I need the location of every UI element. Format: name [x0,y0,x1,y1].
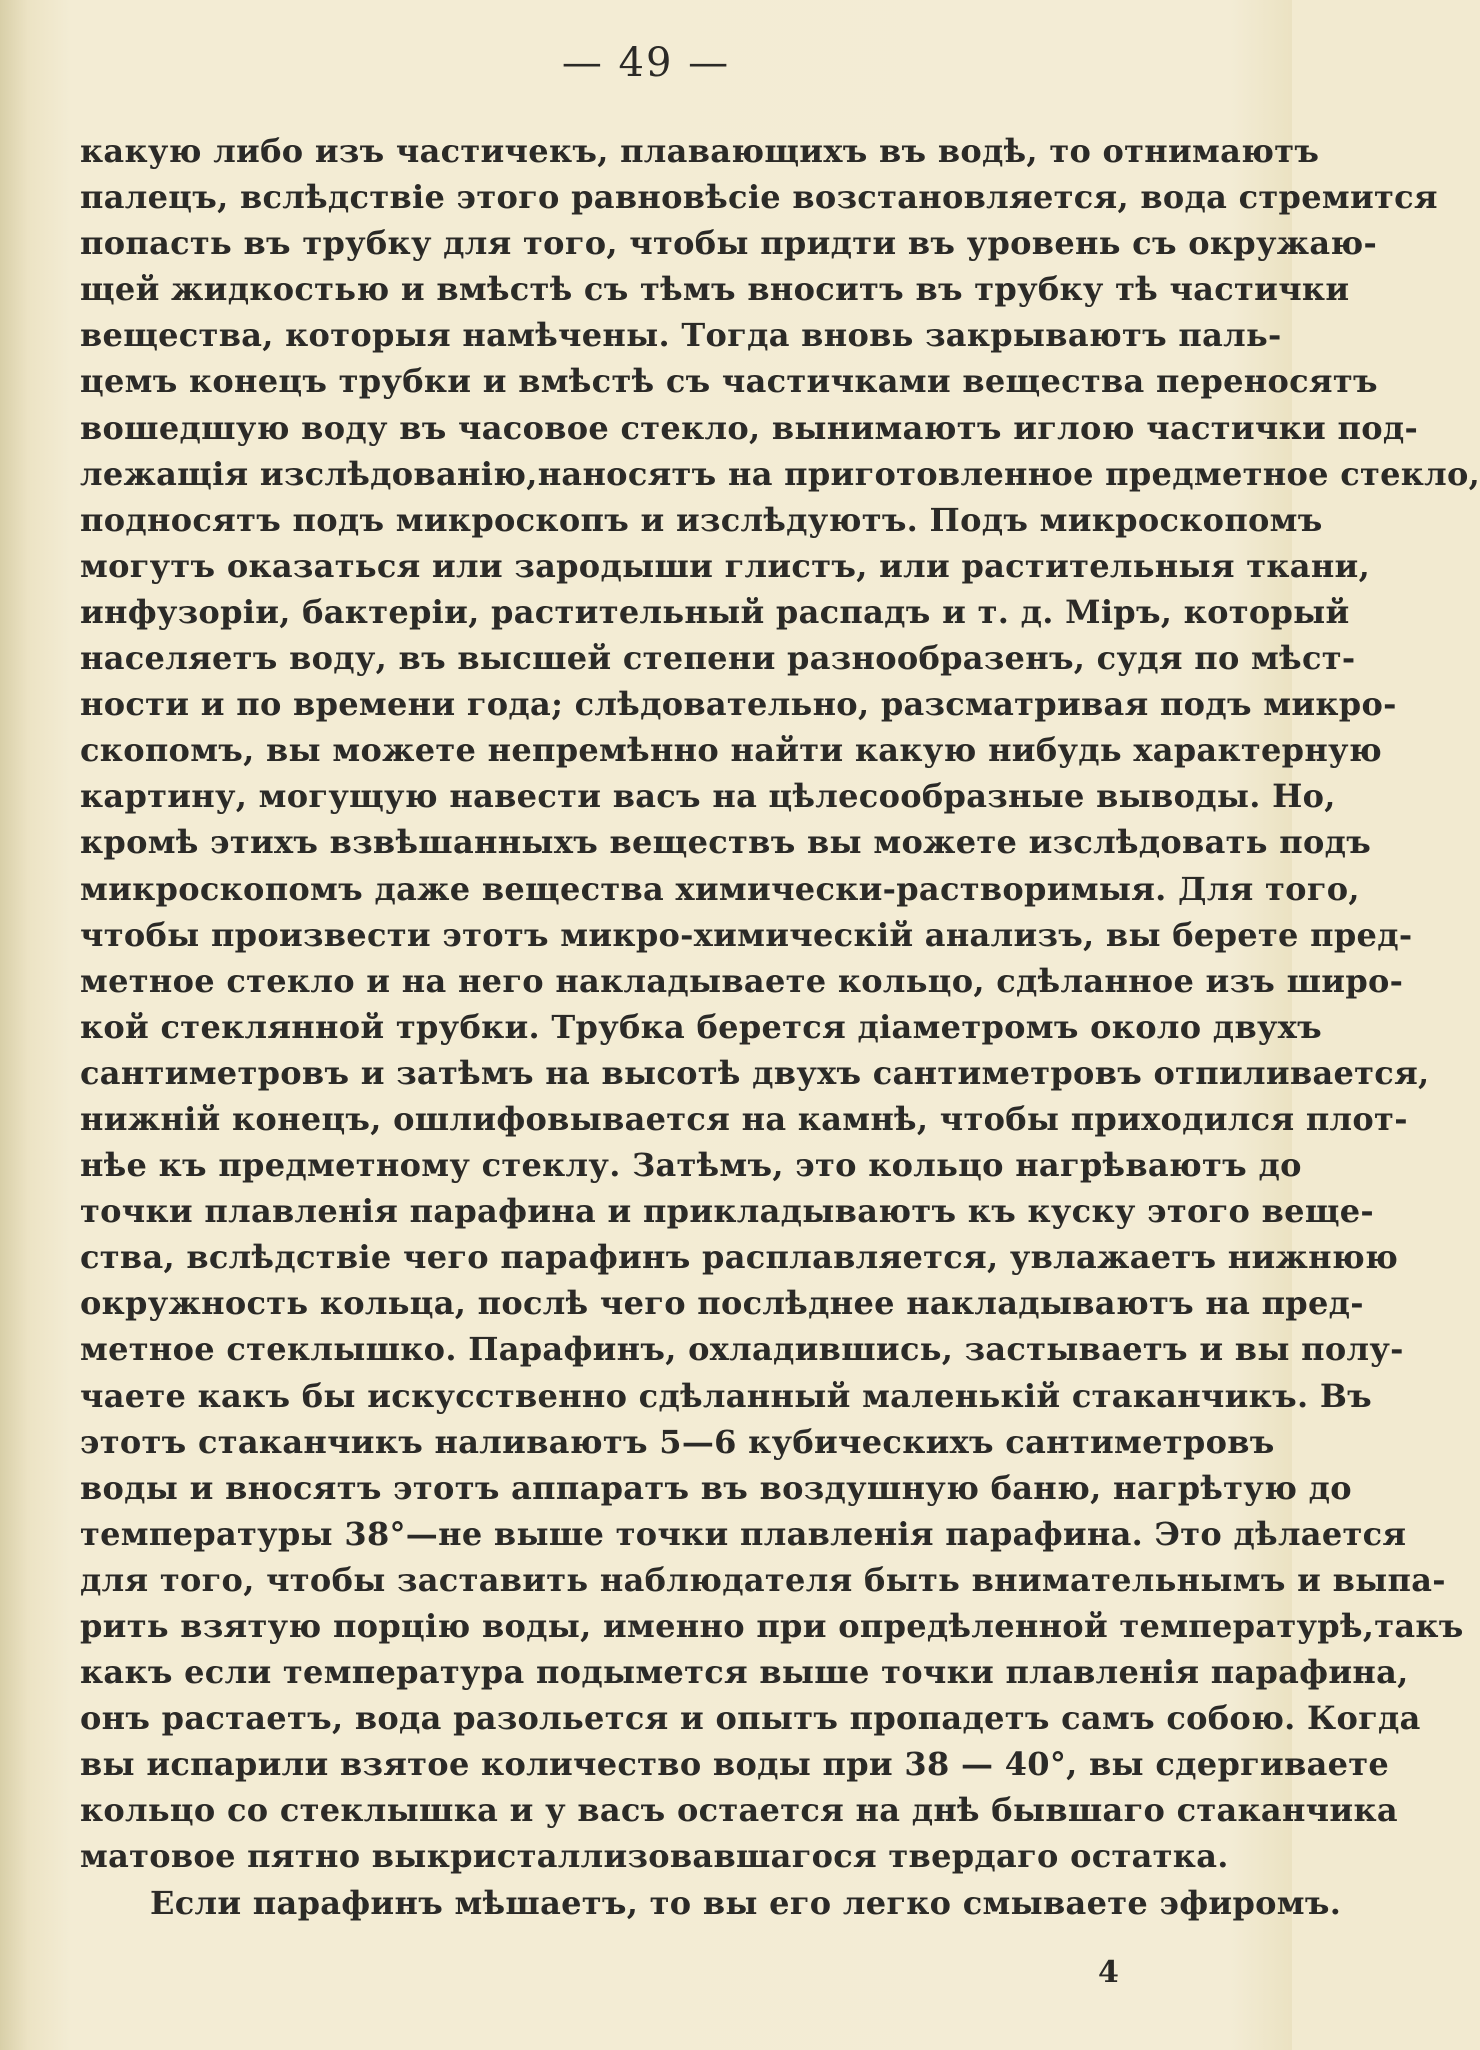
text-line: Если парафинъ мѣшаетъ, то вы его легко смываете эфиромъ. [150,1883,1342,1922]
text-line: кольцо со стеклышка и у васъ остается на днѣ бывшаго стаканчика [80,1791,1398,1830]
text-line: подносятъ подъ микроскопъ и изслѣдуютъ. Подъ микроскопомъ [80,500,1323,539]
text-line: какъ если температура подымется выше точки плавленія парафина, [80,1653,1409,1692]
text-line: микроскопомъ даже вещества химически-растворимыя. Для того, [80,869,1360,908]
text-line: могутъ оказаться или зародыши глистъ, или растительныя ткани, [80,546,1371,585]
text-line: попасть въ трубку для того, чтобы придти въ уровень съ окружаю- [80,224,1378,263]
text-line: вещества, которыя намѣчены. Тогда вновь закрываютъ паль- [80,316,1282,355]
text-line: ности и по времени года; слѣдовательно, разсматривая подъ микро- [80,685,1397,724]
text-line: какую либо изъ частичекъ, плавающихъ въ водѣ, то отнимаютъ [80,132,1320,170]
text-line: кромѣ этихъ взвѣшанныхъ веществъ вы можете изслѣдовать подъ [80,823,1372,862]
signature-mark: 4 [1098,1955,1119,1990]
text-line: чтобы произвести этотъ микро-химическій анализъ, вы берете пред- [80,915,1413,954]
text-line: нѣе къ предметному стеклу. Затѣмъ, это кольцо нагрѣваютъ до [80,1146,1302,1185]
text-line: точки плавленія парафина и прикладываютъ къ куску этого веще- [80,1192,1375,1231]
text-line: нижній конецъ, ошлифовывается на камнѣ, чтобы приходился плот- [80,1099,1408,1138]
text-line: скопомъ, вы можете непремѣнно найти какую нибудь характерную [80,731,1382,770]
text-line: лежащія изслѣдованію,наносятъ на приготовленное предметное стекло, [80,454,1480,493]
text-line: рить взятую порцію воды, именно при опредѣленной температурѣ,такъ [80,1607,1464,1645]
text-line: инфузоріи, бактеріи, растительный распадъ и т. д. Міръ, который [80,592,1350,631]
text-line: кой стеклянной трубки. Трубка берется діаметромъ около двухъ [80,1007,1322,1046]
text-line: чаете какъ бы искусственно сдѣланный маленькій стаканчикъ. Въ [80,1376,1373,1415]
text-line: цемъ конецъ трубки и вмѣстѣ съ частичками вещества переносятъ [80,362,1378,401]
text-line: температуры 38°—не выше точки плавленія парафина. Это дѣлается [80,1514,1407,1553]
text-line: окружность кольца, послѣ чего послѣднее накладываютъ на пред- [80,1284,1364,1323]
text-line: населяетъ воду, въ высшей степени разнообразенъ, судя по мѣст- [80,639,1356,678]
text-line: воды и вносятъ этотъ аппаратъ въ воздушную баню, нагрѣтую до [80,1468,1352,1507]
text-line: онъ растаетъ, вода разольется и опытъ пропадетъ самъ собою. Когда [80,1699,1421,1738]
text-line: палецъ, вслѣдствіе этого равновѣсіе возстановляется, вода стремится [80,178,1438,217]
body-text [80,128,1480,1926]
page-number: — 49 — [561,40,731,86]
text-line: этотъ стаканчикъ наливаютъ 5—6 кубическихъ сантиметровъ [80,1422,1275,1461]
text-line: картину, могущую навести васъ на цѣлесообразные выводы. Но, [80,777,1336,816]
text-line: ства, вслѣдствіе чего парафинъ расплавляется, увлажаетъ нижнюю [80,1238,1399,1277]
text-line: сантиметровъ и затѣмъ на высотѣ двухъ сантиметровъ отпиливается, [80,1053,1430,1092]
text-line: метное стеклышко. Парафинъ, охладившись, застываетъ и вы полу- [80,1330,1404,1369]
text-line: вошедшую воду въ часовое стекло, вынимаютъ иглою частички под- [80,408,1419,447]
text-line: вы испарили взятое количество воды при 38 — 40°, вы сдергиваете [80,1745,1390,1784]
text-line: метное стекло и на него накладываете кольцо, сдѣланное изъ широ- [80,961,1404,1000]
text-line: щей жидкостью и вмѣстѣ съ тѣмъ вноситъ въ трубку тѣ частички [80,270,1350,309]
text-line: для того, чтобы заставить наблюдателя быть внимательнымъ и выпа- [80,1560,1446,1599]
text-line: матовое пятно выкристаллизовавшагося твердаго остатка. [80,1837,1229,1876]
